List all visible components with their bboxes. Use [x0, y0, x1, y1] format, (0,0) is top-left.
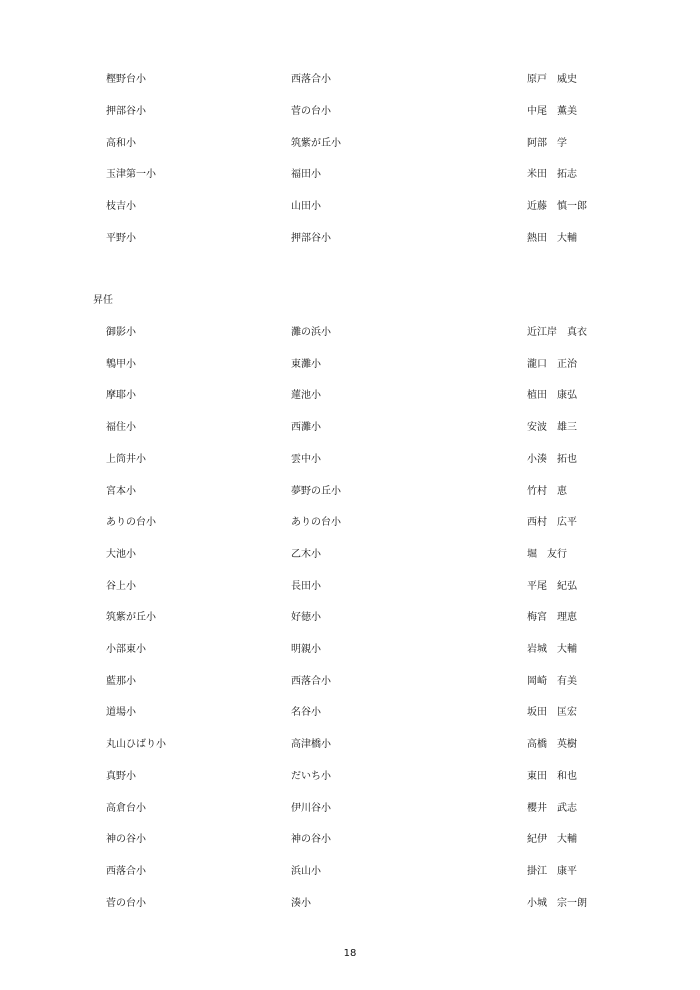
name-cell: 紀伊 大輔 — [527, 834, 577, 846]
to-school-cell: 神の谷小 — [291, 834, 331, 846]
from-school-cell: 摩耶小 — [106, 390, 136, 402]
from-school-cell: 真野小 — [106, 770, 136, 782]
table-row — [0, 737, 700, 753]
from-school-cell: 上筒井小 — [106, 453, 146, 465]
table-row — [0, 167, 700, 183]
name-cell: 西村 広平 — [527, 517, 577, 529]
to-school-cell: 筑紫が丘小 — [291, 137, 341, 149]
to-school-cell: 長田小 — [291, 580, 321, 592]
from-school-cell: 丸山ひばり小 — [106, 739, 166, 751]
from-school-cell: 小部東小 — [106, 644, 146, 655]
to-school-cell: 山田小 — [291, 201, 321, 213]
from-school-cell: 筑紫が丘小 — [106, 612, 156, 624]
table-row — [0, 769, 700, 785]
table-row — [0, 72, 700, 88]
name-cell: 小城 宗一朗 — [527, 897, 587, 909]
from-school-cell: 西落合小 — [106, 865, 146, 877]
table-row — [0, 642, 700, 658]
table-row — [0, 801, 700, 817]
from-school-cell: 菅の台小 — [106, 897, 146, 909]
to-school-cell: ありの台小 — [291, 517, 341, 529]
name-cell: 東田 和也 — [527, 770, 577, 782]
from-school-cell: 枝吉小 — [106, 201, 136, 213]
section-heading-promotion: 昇任 — [93, 295, 113, 306]
to-school-cell: 福田小 — [291, 169, 321, 181]
name-cell: 小湊 拓也 — [527, 453, 577, 465]
table-row — [0, 231, 700, 247]
from-school-cell: 高倉台小 — [106, 802, 146, 814]
name-cell: 櫻井 武志 — [527, 802, 577, 814]
to-school-cell: 西落合小 — [291, 74, 331, 85]
name-cell: 近江岸 真衣 — [527, 327, 587, 338]
table-row — [0, 484, 700, 500]
table-row — [0, 388, 700, 404]
name-cell: 平尾 紀弘 — [527, 580, 577, 592]
name-cell: 安波 雄三 — [527, 422, 577, 434]
from-school-cell: 鵯甲小 — [106, 358, 136, 370]
from-school-cell: 高和小 — [106, 137, 136, 149]
from-school-cell: ありの台小 — [106, 517, 156, 529]
to-school-cell: 灘の浜小 — [291, 327, 331, 338]
from-school-cell: 福住小 — [106, 422, 136, 434]
to-school-cell: だいち小 — [291, 770, 331, 782]
name-cell: 岡崎 有美 — [527, 675, 577, 687]
table-row — [0, 547, 700, 563]
from-school-cell: 谷上小 — [106, 580, 136, 592]
name-cell: 岩城 大輔 — [527, 644, 577, 655]
to-school-cell: 蓮池小 — [291, 390, 321, 402]
name-cell: 中尾 薫美 — [527, 105, 577, 117]
table-row — [0, 674, 700, 690]
name-cell: 熱田 大輔 — [527, 233, 577, 244]
to-school-cell: 夢野の丘小 — [291, 485, 341, 497]
from-school-cell: 御影小 — [106, 327, 136, 338]
to-school-cell: 湊小 — [291, 897, 311, 909]
table-row — [0, 896, 700, 912]
to-school-cell: 東灘小 — [291, 358, 321, 370]
table-row — [0, 610, 700, 626]
table-row — [0, 357, 700, 373]
name-cell: 竹村 恵 — [527, 485, 567, 497]
name-cell: 近藤 慎一郎 — [527, 201, 587, 213]
to-school-cell: 高津橋小 — [291, 739, 331, 751]
name-cell: 掛江 康平 — [527, 865, 577, 877]
from-school-cell: 押部谷小 — [106, 105, 146, 117]
to-school-cell: 西灘小 — [291, 422, 321, 434]
to-school-cell: 西落合小 — [291, 675, 331, 687]
to-school-cell: 好徳小 — [291, 612, 321, 624]
table-row — [0, 199, 700, 215]
from-school-cell: 平野小 — [106, 233, 136, 244]
table-row — [0, 515, 700, 531]
to-school-cell: 明親小 — [291, 644, 321, 655]
table-row — [0, 864, 700, 880]
to-school-cell: 雲中小 — [291, 453, 321, 465]
table-row — [0, 104, 700, 120]
table-row — [0, 832, 700, 848]
to-school-cell: 浜山小 — [291, 865, 321, 877]
from-school-cell: 大池小 — [106, 548, 136, 560]
from-school-cell: 藍那小 — [106, 675, 136, 687]
name-cell: 堀 友行 — [527, 548, 567, 560]
to-school-cell: 伊川谷小 — [291, 802, 331, 814]
from-school-cell: 樫野台小 — [106, 74, 146, 85]
name-cell: 高橋 英樹 — [527, 739, 577, 751]
name-cell: 米田 拓志 — [527, 169, 577, 181]
table-row — [0, 420, 700, 436]
name-cell: 坂田 匡宏 — [527, 707, 577, 719]
name-cell: 原戸 威史 — [527, 74, 577, 85]
to-school-cell: 菅の台小 — [291, 105, 331, 117]
name-cell: 植田 康弘 — [527, 390, 577, 402]
to-school-cell: 乙木小 — [291, 548, 321, 560]
name-cell: 瀧口 正治 — [527, 358, 577, 370]
table-row — [0, 136, 700, 152]
table-row — [0, 705, 700, 721]
name-cell: 梅宮 理恵 — [527, 612, 577, 624]
table-row — [0, 452, 700, 468]
from-school-cell: 神の谷小 — [106, 834, 146, 846]
page-number: 18 — [343, 948, 357, 959]
to-school-cell: 名谷小 — [291, 707, 321, 719]
from-school-cell: 道場小 — [106, 707, 136, 719]
table-row — [0, 579, 700, 595]
name-cell: 阿部 学 — [527, 137, 567, 149]
to-school-cell: 押部谷小 — [291, 233, 331, 244]
from-school-cell: 玉津第一小 — [106, 169, 156, 181]
from-school-cell: 宮本小 — [106, 485, 136, 497]
table-row — [0, 325, 700, 341]
